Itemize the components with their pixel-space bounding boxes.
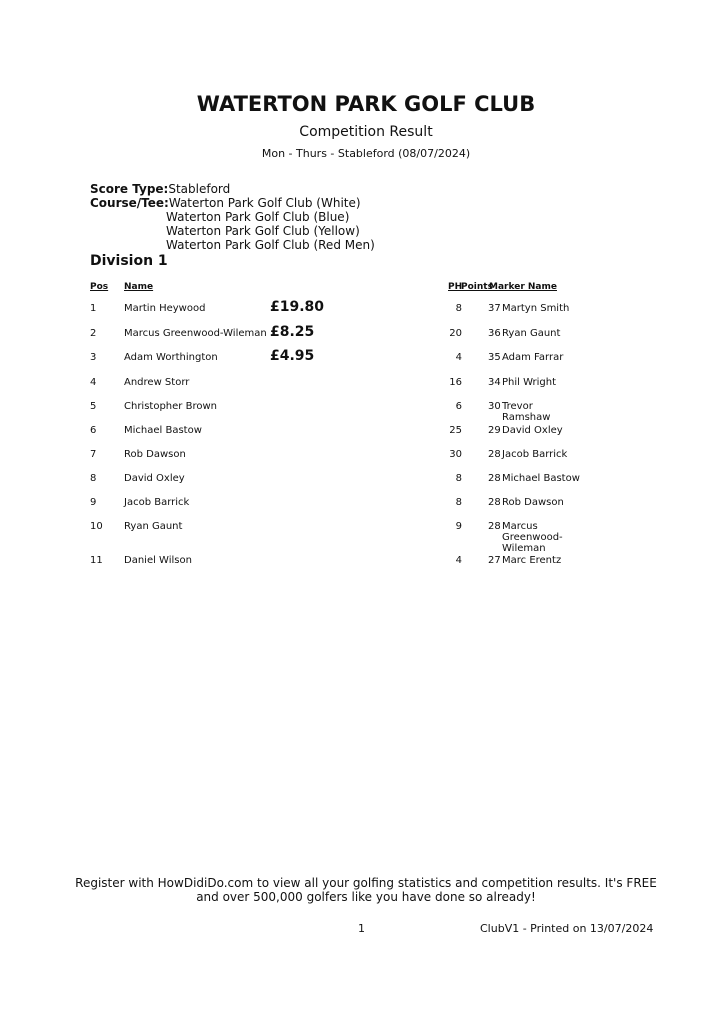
row-name: Andrew Storr [124, 377, 190, 388]
row-marker: Adam Farrar [502, 352, 564, 363]
row-name: Jacob Barrick [124, 497, 190, 508]
row-name: Michael Bastow [124, 425, 202, 436]
score-type-value: Stableford [168, 182, 231, 196]
row-marker: Trevor Ramshaw [502, 401, 551, 423]
row-pos: 10 [90, 521, 103, 532]
course-tee-label: Course/Tee: [90, 196, 169, 210]
row-points: 28 [488, 521, 501, 532]
row-ph: 6 [455, 401, 462, 412]
division-heading: Division 1 [90, 253, 168, 269]
row-name: David Oxley [124, 473, 185, 484]
page-number: 1 [358, 922, 365, 935]
footer-line-2: and over 500,000 golfers like you have done so already! [196, 890, 536, 904]
row-ph: 4 [455, 555, 462, 566]
row-points: 36 [488, 328, 501, 339]
row-prize: £8.25 [270, 324, 315, 340]
row-points: 29 [488, 425, 501, 436]
tee-item: Waterton Park Golf Club (Blue) [166, 210, 350, 224]
row-marker: Michael Bastow [502, 473, 580, 484]
row-pos: 4 [90, 377, 97, 388]
row-marker: Jacob Barrick [502, 449, 568, 460]
score-type-line [90, 182, 230, 196]
club-title: WATERTON PARK GOLF CLUB [196, 92, 536, 116]
row-points: 37 [488, 303, 501, 314]
col-header-name: Name [124, 282, 154, 292]
row-name: Rob Dawson [124, 449, 186, 460]
row-marker: Rob Dawson [502, 497, 564, 508]
row-points: 35 [488, 352, 501, 363]
row-marker: Martyn Smith [502, 303, 570, 314]
row-ph: 8 [455, 497, 462, 508]
score-type-label: Score Type: [90, 182, 169, 196]
row-marker: Ryan Gaunt [502, 328, 561, 339]
row-pos: 1 [90, 303, 97, 314]
row-name: Marcus Greenwood-Wileman [124, 328, 267, 339]
tee-item: Waterton Park Golf Club (Red Men) [166, 238, 375, 252]
row-name: Christopher Brown [124, 401, 217, 412]
row-marker: Phil Wright [502, 377, 557, 388]
row-ph: 20 [449, 328, 462, 339]
row-marker: Marc Erentz [502, 555, 562, 566]
row-prize: £4.95 [270, 348, 315, 364]
row-ph: 8 [455, 473, 462, 484]
competition-name: Mon - Thurs - Stableford (08/07/2024) [261, 147, 471, 160]
row-points: 27 [488, 555, 501, 566]
row-pos: 9 [90, 497, 97, 508]
document-type: Competition Result [299, 124, 433, 140]
course-tee-line [90, 196, 361, 210]
row-points: 28 [488, 473, 501, 484]
row-points: 28 [488, 497, 501, 508]
row-pos: 5 [90, 401, 97, 412]
row-ph: 25 [449, 425, 462, 436]
printed-info: ClubV1 - Printed on 13/07/2024 [480, 922, 654, 935]
row-marker: Marcus Greenwood-Wileman [502, 521, 563, 554]
row-pos: 8 [90, 473, 97, 484]
row-points: 30 [488, 401, 501, 412]
row-ph: 30 [449, 449, 462, 460]
col-header-pos: Pos [90, 282, 109, 292]
row-prize: £19.80 [270, 299, 325, 315]
row-ph: 8 [455, 303, 462, 314]
row-points: 34 [488, 377, 501, 388]
row-points: 28 [488, 449, 501, 460]
tee-item: Waterton Park Golf Club (Yellow) [166, 224, 360, 238]
row-ph: 16 [449, 377, 462, 388]
footer-line-1: Register with HowDidiDo.com to view all your golfing statistics and competition results. It's FREE [75, 876, 657, 890]
row-pos: 3 [90, 352, 97, 363]
row-name: Ryan Gaunt [124, 521, 183, 532]
col-header-marker: Marker Name [489, 282, 557, 292]
footer-promo [0, 876, 724, 904]
row-pos: 6 [90, 425, 97, 436]
row-pos: 11 [90, 555, 103, 566]
row-marker: David Oxley [502, 425, 563, 436]
row-pos: 2 [90, 328, 97, 339]
col-header-ph: PH [448, 282, 463, 292]
row-name: Adam Worthington [124, 352, 218, 363]
col-header-points: Points [461, 282, 493, 292]
row-ph: 4 [455, 352, 462, 363]
row-name: Martin Heywood [124, 303, 206, 314]
row-pos: 7 [90, 449, 97, 460]
row-name: Daniel Wilson [124, 555, 192, 566]
tee-item: Waterton Park Golf Club (White) [168, 196, 361, 210]
row-ph: 9 [455, 521, 462, 532]
